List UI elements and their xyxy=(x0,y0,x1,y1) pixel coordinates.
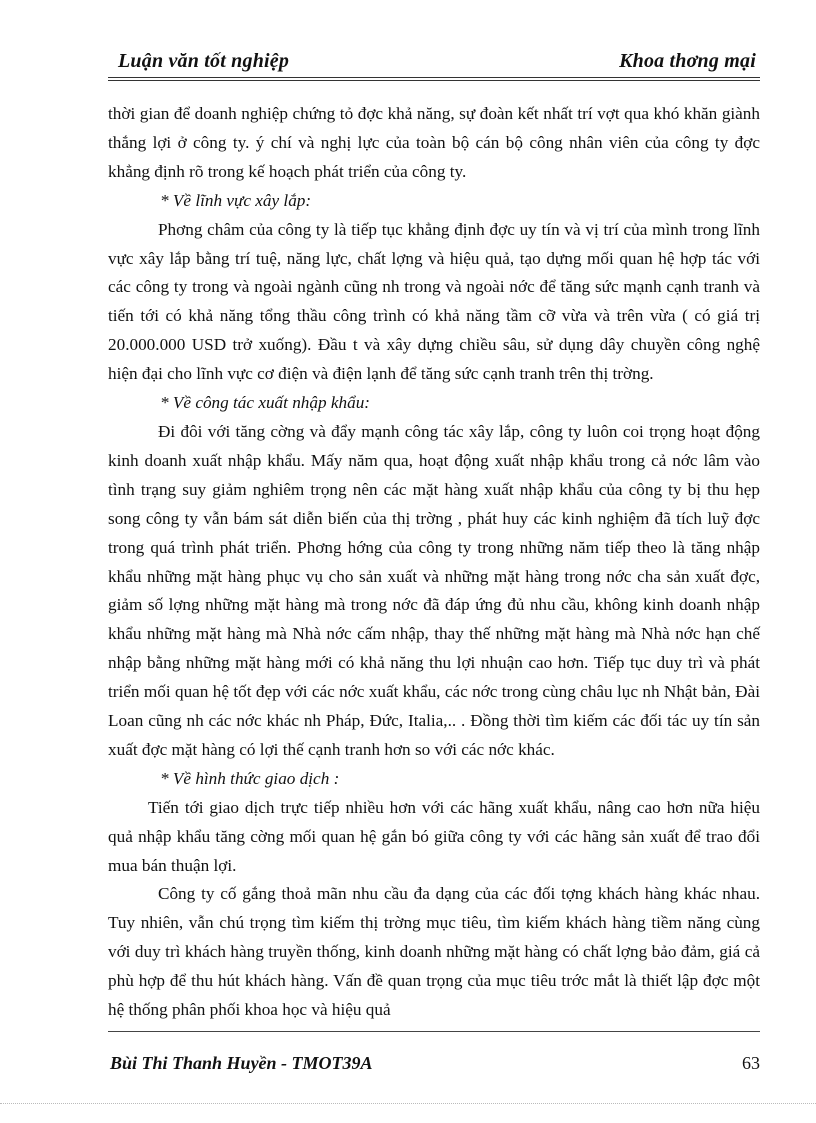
paragraph: Phơng châm của công ty là tiếp tục khẳng định đợc uy tín và vị trí của mình trong lĩnh vực xây lắp bằng trí tuệ, năng lực, chất lợng và hiệu quả, tạo dựng mối quan hệ hợp tác với các công ty trong và ngoài ngành cũng nh trong và ngoài nớc để tăng sức mạnh cạnh tranh và tiến tới có khả năng tổng thầu công trình có khả năng tầm cỡ vừa và trên vừa ( có giá trị 20.000.000 USD trở xuống). Đầu t và xây dựng chiều sâu, sử dụng dây chuyền công nghệ hiện đại cho lĩnh vực cơ điện và điện lạnh để tăng sức cạnh tranh trên thị trờng. xyxy=(108,219,760,384)
page-boundary xyxy=(0,1103,816,1104)
page-number: 63 xyxy=(742,1053,760,1073)
footer-author: Bùi Thi Thanh Huyền - TMOT39A xyxy=(110,1053,373,1073)
footer-divider xyxy=(108,1031,760,1032)
section-heading: * Về công tác xuất nhập khẩu: xyxy=(160,393,371,413)
document-body xyxy=(108,100,760,1025)
page-header xyxy=(108,50,758,76)
header-thesis-title: Luận văn tốt nghiệp xyxy=(118,50,290,72)
paragraph: Tiến tới giao dịch trực tiếp nhiều hơn với các hãng xuất khẩu, nâng cao hơn nữa hiệu quả nhập khẩu tăng cờng mối quan hệ gắn bó giữa công ty với các hãng sản xuất để trao đổi mua bán thuận lợi. xyxy=(108,797,760,875)
paragraph: Công ty cố gắng thoả mãn nhu cầu đa dạng của các đối tợng khách hàng khác nhau. Tuy nhiên, vẫn chú trọng tìm kiếm thị trờng mục tiêu, tìm kiếm khách hàng tiềm năng cùng với duy trì khách hàng truyền thống, kinh doanh những mặt hàng có chất lợng bảo đảm, giá cả phù hợp để thu hút khách hàng. Vấn đề quan trọng của mục tiêu trớc mắt là thiết lập đợc một hệ thống phân phối khoa học và hiệu quả xyxy=(108,884,760,1020)
section-heading: * Về lĩnh vực xây lắp: xyxy=(160,190,312,210)
paragraph: thời gian để doanh nghiệp chứng tỏ đợc khả năng, sự đoàn kết nhất trí vợt qua khó khăn giành thắng lợi ở công ty. ý chí và nghị lực của toàn bộ cán bộ công nhân viên của công ty đợc khẳng định rõ trong kế hoạch phát triển của công ty. xyxy=(108,104,760,181)
page-footer xyxy=(108,1053,760,1079)
section-heading: * Về hình thức giao dịch : xyxy=(160,768,340,788)
header-divider xyxy=(108,77,760,81)
header-faculty: Khoa thơng mại xyxy=(619,50,756,72)
paragraph: Đi đôi với tăng cờng và đẩy mạnh công tác xây lắp, công ty luôn coi trọng hoạt động kinh doanh xuất nhập khẩu. Mấy năm qua, hoạt động xuất nhập khẩu trong cả nớc lâm vào tình trạng suy giảm nghiêm trọng nên các mặt hàng xuất nhập khẩu của công ty bị thu hẹp song công ty vẫn bám sát diễn biến của thị trờng , phát huy các kinh nghiệm đã tích luỹ đợc trong quá trình phát triển. Phơng hớng của công ty trong những năm tiếp theo là tăng nhập khẩu những mặt hàng phục vụ cho sản xuất và những mặt hàng trong nớc cha sản xuất đợc, giảm số lợng những mặt hàng mà trong nớc đã đáp ứng đủ nhu cầu, không kinh doanh nhập khẩu những mặt hàng mà Nhà nớc cấm nhập, thay thế những mặt hàng mà Nhà nớc hạn chế nhập bằng những mặt hàng mới có khả năng thu lợi nhuận cao hơn. Tiếp tục duy trì và phát triển mối quan hệ tốt đẹp với các nớc xuất khẩu, các nớc trong cùng châu lục nh Nhật bản, Đài Loan cũng nh các nớc khác nh Pháp, Đức, Italia,.. . Đồng thời tìm kiếm các đối tác uy tín sản xuất đợc mặt hàng có lợi thế cạnh tranh hơn so với các nớc khác. xyxy=(108,421,760,759)
